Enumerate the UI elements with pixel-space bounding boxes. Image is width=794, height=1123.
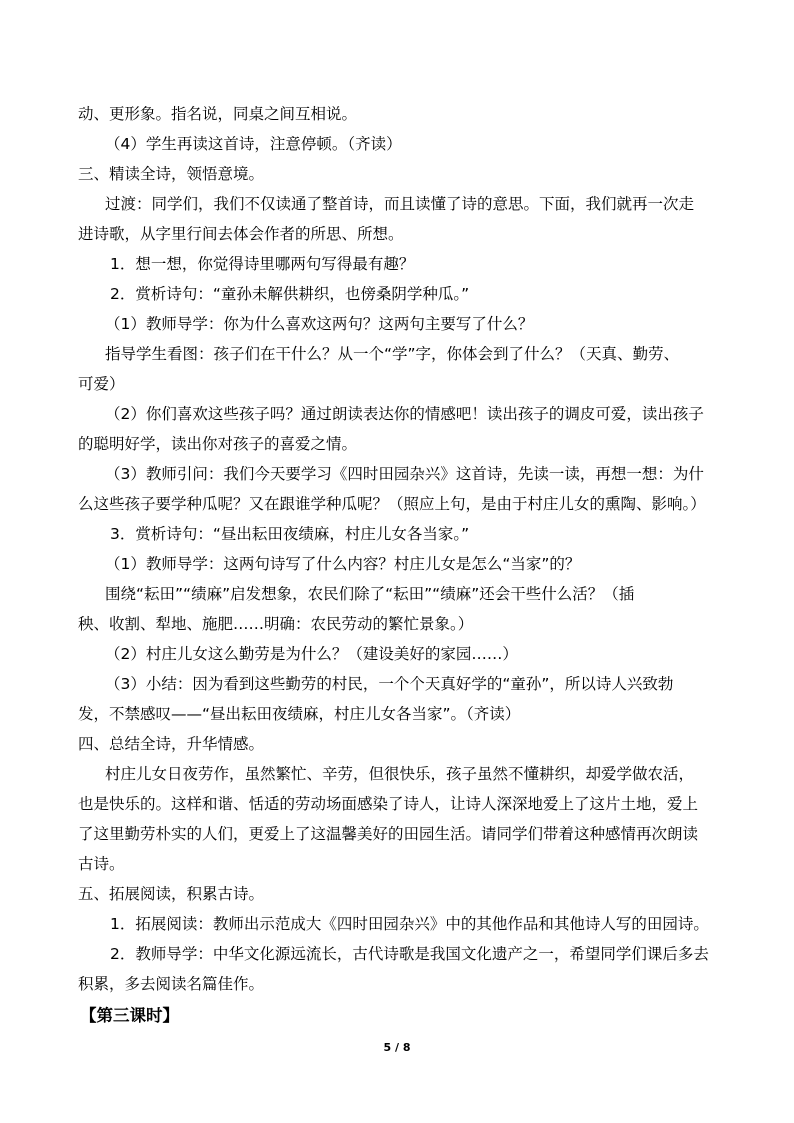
text-line: 积累，多去阅读名篇佳作。 [78,975,265,993]
text-line: 1．拓展阅读：教师出示范成大《四时田园杂兴》中的其他作品和其他诗人写的田园诗。 [110,915,709,933]
text-line: （1）教师导学：你为什么喜欢这两句？这两句主要写了什么？ [105,315,534,333]
text-line: 3．赏析诗句：“昼出耘田夜绩麻，村庄儿女各当家。” [110,525,470,543]
text-line: 围绕“耘田”“绩麻”启发想象，农民们除了“耘田”“绩麻”还会干些什么活？（插 [105,585,635,603]
text-line: 进诗歌，从字里行间去体会作者的所思、所想。 [78,225,404,243]
text-line: （3）教师引问：我们今天要学习《四时田园杂兴》这首诗，先读一读，再想一想：为什 [105,465,704,483]
text-line: 动、更形象。指名说，同桌之间互相说。 [78,105,358,123]
section-heading: 三、精读全诗，领悟意境。 [78,165,265,183]
text-line: 古诗。 [78,855,125,873]
text-line: 发，不禁感叹——“昼出耘田夜绩麻，村庄儿女各当家”。（齐读） [78,705,521,723]
text-line: （2）你们喜欢这些孩子吗？通过朗读表达你的情感吧！读出孩子的调皮可爱，读出孩子 [105,405,704,423]
text-line: 么这些孩子要学种瓜呢？又在跟谁学种瓜呢？（照应上句，是由于村庄儿女的熏陶、影响。） [78,495,706,513]
text-line: 过渡：同学们，我们不仅读通了整首诗，而且读懂了诗的意思。下面，我们就再一次走 [105,195,695,213]
text-line: 村庄儿女日夜劳作，虽然繁忙、辛劳，但很快乐，孩子虽然不懂耕织，却爱学做农活， [105,765,695,783]
text-line: 也是快乐的。这样和谐、恬适的劳动场面感染了诗人，让诗人深深地爱上了这片土地，爱上 [78,795,699,813]
text-line: （4）学生再读这首诗，注意停顿。（齐读） [105,135,402,153]
section-heading: 五、拓展阅读，积累古诗。 [78,885,265,903]
text-line: （1）教师导学：这两句诗写了什么内容？村庄儿女是怎么“当家”的？ [105,555,581,573]
text-line: 的聪明好学，读出你对孩子的喜爱之情。 [78,435,358,453]
text-line: （2）村庄儿女这么勤劳是为什么？（建设美好的家园……） [105,645,518,663]
text-line: 秧、收割、犁地、施肥……明确：农民劳动的繁忙景象。） [78,615,474,633]
text-line: （3）小结：因为看到这些勤劳的村民，一个个天真好学的“童孙”，所以诗人兴致勃 [105,675,674,693]
text-line: 了这里勤劳朴实的人们，更爱上了这温馨美好的田园生活。请同学们带着这种感情再次朗读 [78,825,699,843]
text-line: 指导学生看图：孩子们在干什么？从一个“学”字，你体会到了什么？（天真、勤劳、 [105,345,680,363]
text-line: 2．教师导学：中华文化源远流长，古代诗歌是我国文化遗产之一，希望同学们课后多去 [110,945,709,963]
lesson-heading: 【第三课时】 [80,1006,179,1025]
text-line: 可爱） [78,375,125,393]
section-heading: 四、总结全诗，升华情感。 [78,735,265,753]
text-line: 2．赏析诗句：“童孙未解供耕织，也傍桑阴学种瓜。” [110,285,470,303]
text-line: 1．想一想，你觉得诗里哪两句写得最有趣？ [110,255,415,273]
page-number: 5 / 8 [383,1041,411,1054]
